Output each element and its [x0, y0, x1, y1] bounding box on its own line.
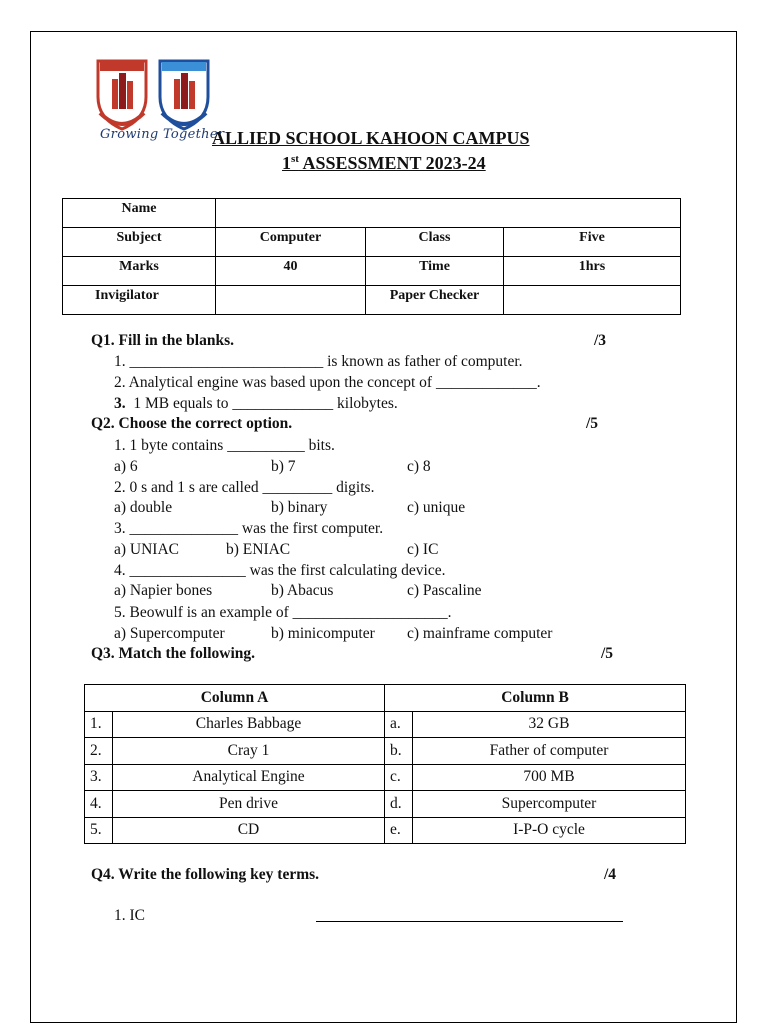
name-field[interactable] [216, 199, 681, 228]
table-header-row [85, 685, 686, 712]
q2-question-2: 2. 0 s and 1 s are called _________ digits. [114, 479, 375, 496]
q2-q3-option-a: a) UNIAC [114, 541, 179, 558]
school-tagline: Growing Together [100, 127, 225, 142]
column-b-cell: 700 MB [413, 764, 686, 791]
student-info-table [62, 198, 681, 315]
column-a-cell: Cray 1 [113, 738, 385, 765]
invigilator-label: Invigilator [63, 286, 216, 315]
paper-checker-field[interactable] [504, 286, 681, 315]
q2-title: Q2. Choose the correct option. [91, 415, 293, 432]
q1-item-1: 1. _________________________ is known as father of computer. [114, 353, 523, 370]
column-a-cell: CD [113, 817, 385, 844]
q2-q5-option-c: c) mainframe computer [407, 625, 553, 642]
q2-q1-option-b: b) 7 [271, 458, 296, 475]
row-letter: e. [385, 817, 413, 844]
column-b-header: Column B [385, 685, 686, 712]
subject-label: Subject [63, 228, 216, 257]
column-a-cell: Analytical Engine [113, 764, 385, 791]
marks-value: 40 [216, 257, 366, 286]
q1-marks: /3 [594, 332, 607, 349]
marks-label: Marks [63, 257, 216, 286]
table-row [63, 286, 681, 315]
table-row [63, 199, 681, 228]
row-number: 4. [85, 791, 113, 818]
table-row [85, 738, 686, 765]
q2-q2-option-b: b) binary [271, 499, 328, 516]
table-row [63, 257, 681, 286]
class-label: Class [366, 228, 504, 257]
table-row [85, 764, 686, 791]
q2-question-1: 1. 1 byte contains __________ bits. [114, 437, 335, 454]
column-a-cell: Pen drive [113, 791, 385, 818]
table-row [85, 817, 686, 844]
q3-title: Q3. Match the following. [91, 645, 256, 662]
table-row [85, 711, 686, 738]
row-letter: c. [385, 764, 413, 791]
row-letter: b. [385, 738, 413, 765]
row-letter: d. [385, 791, 413, 818]
column-b-cell: 32 GB [413, 711, 686, 738]
q4-item-1: 1. IC [114, 907, 145, 924]
row-number: 5. [85, 817, 113, 844]
q2-q5-option-a: a) Supercomputer [114, 625, 225, 642]
q1-item-2: 2. Analytical engine was based upon the concept of _____________. [114, 374, 541, 391]
name-label: Name [63, 199, 216, 228]
q4-marks: /4 [604, 866, 617, 883]
time-label: Time [366, 257, 504, 286]
paper-checker-label: Paper Checker [366, 286, 504, 315]
column-a-cell: Charles Babbage [113, 711, 385, 738]
q2-q3-option-b: b) ENIAC [226, 541, 291, 558]
q2-q2-option-c: c) unique [407, 499, 466, 516]
column-b-cell: Father of computer [413, 738, 686, 765]
q2-q4-option-c: c) Pascaline [407, 582, 482, 599]
invigilator-field[interactable] [216, 286, 366, 315]
row-number: 1. [85, 711, 113, 738]
q2-q4-option-b: b) Abacus [271, 582, 334, 599]
column-b-cell: I-P-O cycle [413, 817, 686, 844]
q1-title: Q1. Fill in the blanks. [91, 332, 234, 349]
table-row [63, 228, 681, 257]
q2-question-4: 4. _______________ was the first calculating device. [114, 562, 446, 579]
q4-title: Q4. Write the following key terms. [91, 866, 320, 883]
match-table [84, 684, 686, 844]
allied-pre-school-logo-icon [98, 61, 146, 129]
row-number: 3. [85, 764, 113, 791]
column-a-header: Column A [85, 685, 385, 712]
q2-marks: /5 [586, 415, 599, 432]
q2-q3-option-c: c) IC [407, 541, 439, 558]
q2-q5-option-b: b) minicomputer [271, 625, 375, 642]
q1-item-3: 3. 1 MB equals to _____________ kilobytes. [114, 395, 398, 412]
q2-question-5: 5. Beowulf is an example of ____________________. [114, 604, 452, 621]
row-number: 2. [85, 738, 113, 765]
q3-marks: /5 [601, 645, 614, 662]
q2-q1-option-c: c) 8 [407, 458, 431, 475]
q2-q1-option-a: a) 6 [114, 458, 138, 475]
school-title: ALLIED SCHOOL KAHOON CAMPUS [212, 128, 530, 148]
q2-q2-option-a: a) double [114, 499, 173, 516]
q4-answer-line[interactable] [316, 921, 623, 922]
q2-q4-option-a: a) Napier bones [114, 582, 213, 599]
subject-value: Computer [216, 228, 366, 257]
column-b-cell: Supercomputer [413, 791, 686, 818]
allied-school-logo-icon [160, 61, 208, 129]
class-value: Five [504, 228, 681, 257]
q2-question-3: 3. ______________ was the first computer. [114, 520, 384, 537]
time-value: 1hrs [504, 257, 681, 286]
table-row [85, 791, 686, 818]
row-letter: a. [385, 711, 413, 738]
assessment-title: 1st ASSESSMENT 2023-24 [282, 153, 486, 173]
